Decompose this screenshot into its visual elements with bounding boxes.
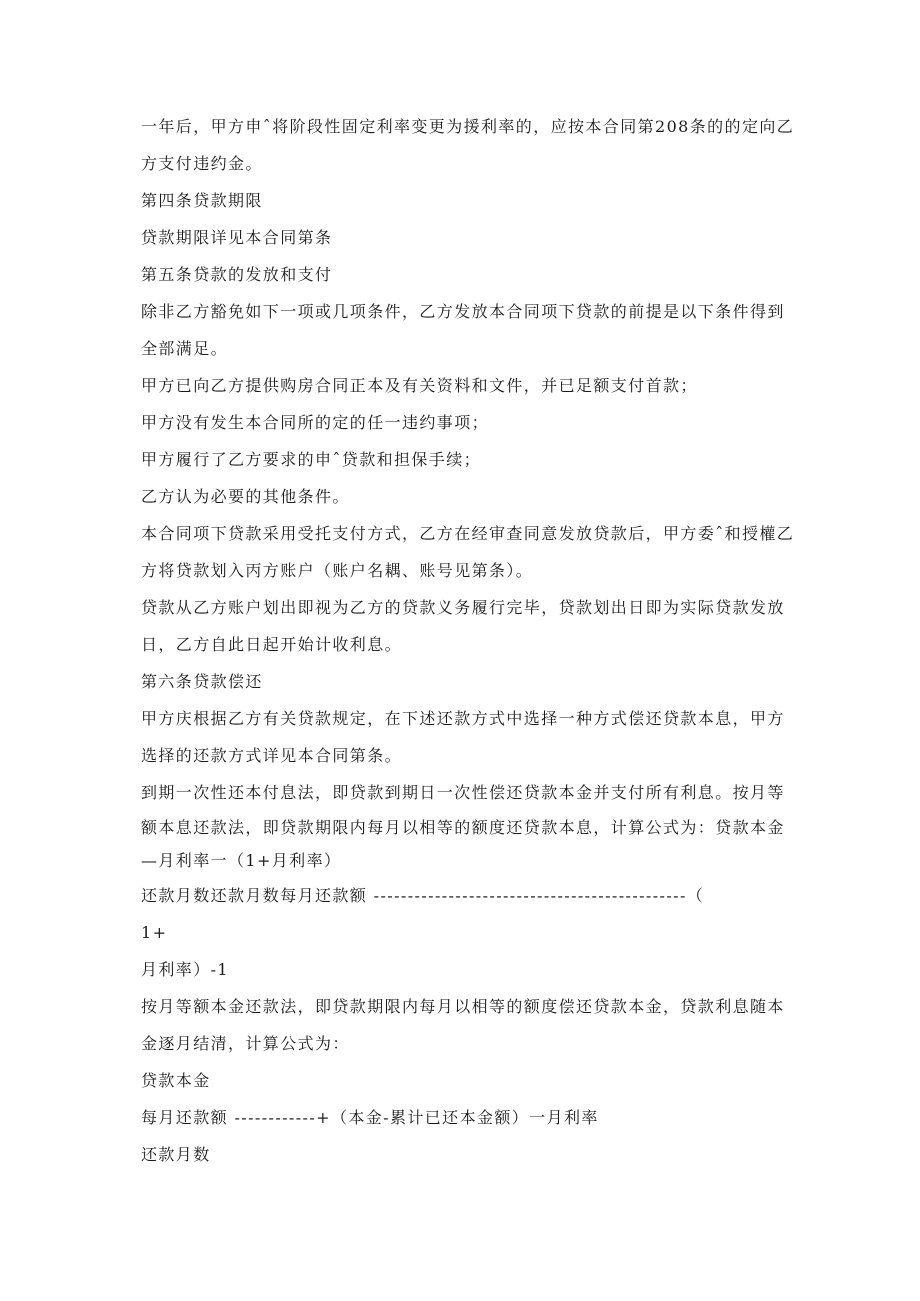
- paragraph-line: 选择的还款方式详见本合同第条。: [141, 746, 403, 765]
- paragraph-line: 一年后，甲方申ˆ将阶段性固定利率变更为援利率的，应按本合同第208条的的定向乙: [141, 117, 795, 136]
- paragraph-line: 方将贷款划入丙方账户（账户名耦、账号见第条）。: [141, 561, 534, 580]
- section-heading-article-6: 第六条贷款偿还: [141, 672, 263, 691]
- paragraph-line: 甲方没有发生本合同所的定的任一违约事项；: [141, 413, 490, 432]
- formula-line: —月利率一（1+月利率）: [141, 851, 342, 870]
- paragraph-line: 方支付违约金。: [141, 154, 263, 173]
- paragraph-line: 本合同项下贷款采用受托支付方式，乙方在经审查同意发放贷款后，甲方委ˆ和授權乙: [141, 524, 795, 543]
- document-body: [141, 108, 795, 1173]
- paragraph-line: 甲方已向乙方提供购房合同正本及有关资料和文件，并已足额支付首款；: [141, 376, 698, 395]
- formula-line: 贷款本金: [141, 1071, 211, 1090]
- paragraph-line: 金逐月结清，计算公式为：: [141, 1034, 350, 1053]
- paragraph-line: 到期一次性还本付息法，即贷款到期日一次性偿还贷款本金并支付所有利息。按月等: [141, 783, 785, 802]
- paragraph-line: 贷款从乙方账户划出即视为乙方的贷款义务履行完毕，贷款划出日即为实际贷款发放: [141, 598, 785, 617]
- section-heading-article-4: 第四条贷款期限: [141, 191, 263, 210]
- paragraph-line: 全部满足。: [141, 339, 229, 358]
- paragraph-line: 甲方庆根据乙方有关贷款规定，在下述还款方式中选择一种方式偿还贷款本息，甲方: [141, 709, 785, 728]
- paragraph-line: 除非乙方豁免如下一项或几项条件，乙方发放本合同项下贷款的前提是以下条件得到: [141, 302, 785, 321]
- paragraph-line: 贷款期限详见本合同第条: [141, 228, 333, 247]
- formula-line: 1+: [141, 923, 168, 942]
- formula-line: 还款月数: [141, 1145, 211, 1164]
- section-heading-article-5: 第五条贷款的发放和支付: [141, 265, 333, 284]
- paragraph-line: 日，乙方自此日起开始计收利息。: [141, 635, 403, 654]
- paragraph-line: 甲方履行了乙方要求的申ˆ贷款和担保手续；: [141, 450, 482, 469]
- paragraph-line: 乙方认为必要的其他条件。: [141, 487, 350, 506]
- formula-line: 还款月数还款月数每月还款额 ----------------------------------------------（: [141, 886, 705, 905]
- formula-line: 每月还款额 ------------+（本金-累计已还本金额）一月利率: [141, 1108, 599, 1127]
- formula-line: 月利率）-1: [141, 960, 229, 979]
- paragraph-line: 按月等额本金还款法，即贷款期限内每月以相等的额度偿还贷款本金，贷款利息随本: [141, 997, 785, 1016]
- paragraph-line: 额本息还款法，即贷款期限内每月以相等的额度还贷款本息，计算公式为：贷款本金: [141, 818, 785, 837]
